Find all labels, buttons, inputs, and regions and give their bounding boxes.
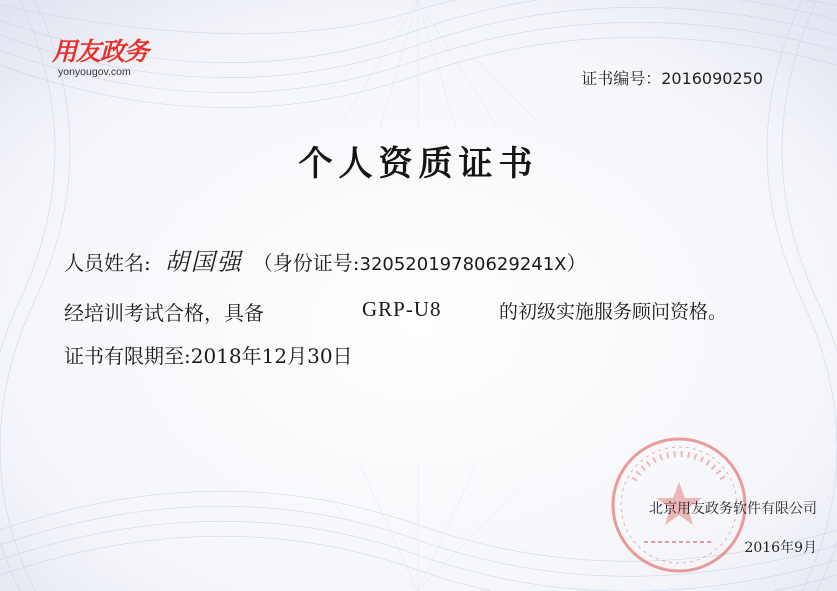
validity-line [64, 340, 353, 369]
certificate-number-label: 证书编号： [581, 69, 662, 88]
logo-brand-text: 用友政务 [52, 37, 149, 66]
product-name: GRP-U8 [362, 297, 442, 321]
qualification-line [64, 297, 784, 326]
qualification-prefix: 经培训考试合格，具备 [64, 301, 264, 325]
id-number: 32052019780629241X [359, 254, 567, 275]
issuing-company: 北京用友政务软件有限公司 [649, 501, 817, 517]
holder-name: 胡国强 [164, 248, 243, 276]
holder-label: 人员姓名: [64, 251, 151, 275]
certificate-number [581, 66, 763, 89]
company-logo [52, 38, 192, 90]
id-close: ） [566, 251, 587, 275]
logo-url-text: yonyougov.com [58, 66, 131, 78]
id-open: （身份证号: [252, 251, 360, 275]
validity-label: 证书有限期至: [64, 344, 191, 368]
holder-line [64, 242, 587, 277]
certificate-number-value: 2016090250 [661, 69, 763, 88]
certificate-title: 个人资质证书 [298, 144, 539, 184]
issue-date: 2016年9月 [744, 540, 817, 556]
qualification-suffix: 的初级实施服务顾问资格。 [499, 301, 728, 323]
validity-date: 2018年12月30日 [190, 344, 353, 368]
